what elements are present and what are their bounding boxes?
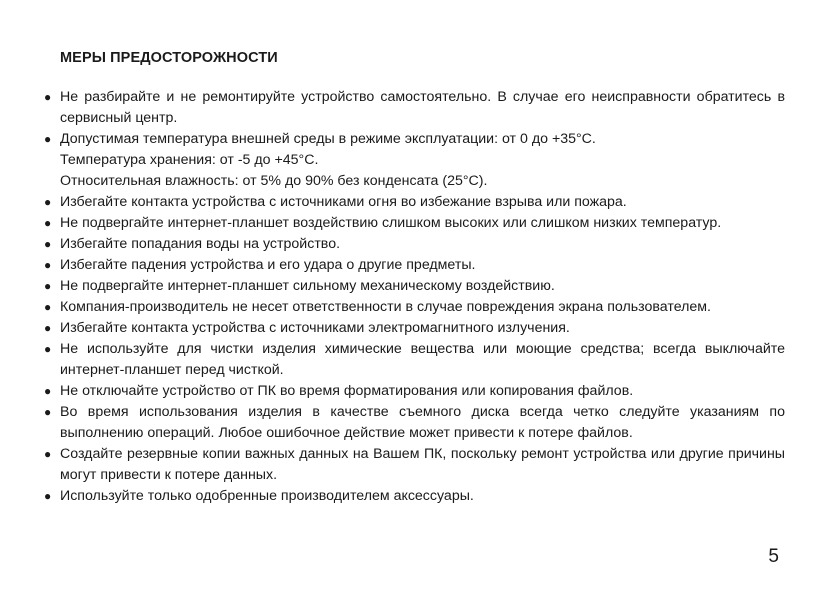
- list-item-text: Избегайте контакта устройства с источниками электромагнитного излучения.: [60, 320, 570, 336]
- list-item-text: Избегайте падения устройства и его удара о другие предметы.: [60, 257, 476, 273]
- list-item: [44, 402, 785, 444]
- list-item-text: Не подвергайте интернет-планшет сильному механическому воздействию.: [60, 278, 555, 294]
- list-item-text: Избегайте контакта устройства с источниками огня во избежание взрыва или пожара.: [60, 194, 627, 210]
- bullet-icon: ●: [44, 300, 52, 314]
- bullet-icon: ●: [44, 405, 52, 419]
- bullet-icon: ●: [44, 342, 52, 356]
- bullet-icon: ●: [44, 237, 52, 251]
- list-item: [44, 234, 785, 255]
- bullet-icon: ●: [44, 447, 52, 461]
- bullet-icon: ●: [44, 258, 52, 272]
- list-item: [44, 444, 785, 486]
- bullet-icon: ●: [44, 489, 52, 503]
- bullet-icon: ●: [44, 216, 52, 230]
- list-item: [44, 486, 785, 507]
- bullet-icon: ●: [44, 384, 52, 398]
- list-item-text: Не подвергайте интернет-планшет воздействию слишком высоких или слишком низких температур.: [60, 215, 722, 231]
- bullet-icon: ●: [44, 321, 52, 335]
- list-item-text: Не отключайте устройство от ПК во время форматирования или копирования файлов.: [60, 383, 634, 399]
- list-item-text: Создайте резервные копии важных данных на Вашем ПК, поскольку ремонт устройства или другие причины могут привести к потере данных.: [60, 446, 785, 483]
- list-item: [44, 276, 785, 297]
- list-item: [44, 297, 785, 318]
- page-heading: МЕРЫ ПРЕДОСТОРОЖНОСТИ: [60, 50, 278, 66]
- list-item: [44, 255, 785, 276]
- list-item: [44, 381, 785, 402]
- list-item-text: Не разбирайте и не ремонтируйте устройство самостоятельно. В случае его неисправности обратитесь в сервисный центр.: [60, 89, 785, 126]
- humidity-text: Относительная влажность: от 5% до 90% без конденсата (25°C).: [60, 173, 488, 189]
- list-item-text: Во время использования изделия в качестве съемного диска всегда четко следуйте указаниям по выполнению операций. Любое ошибочное действие может привести к потере файлов.: [60, 404, 785, 441]
- list-item: [44, 339, 785, 381]
- list-item-text: Не используйте для чистки изделия химические вещества или моющие средства; всегда выключайте интернет-планшет перед чисткой.: [60, 341, 785, 378]
- list-item: [44, 129, 785, 192]
- bullet-icon: ●: [44, 132, 52, 146]
- storage-temperature-text: Температура хранения: от -5 до +45°C.: [60, 152, 319, 168]
- bullet-icon: ●: [44, 195, 52, 209]
- list-item: [44, 87, 785, 129]
- bullet-icon: ●: [44, 279, 52, 293]
- list-item: [44, 192, 785, 213]
- list-item: [44, 213, 785, 234]
- list-item: [44, 318, 785, 339]
- precautions-list: [44, 87, 785, 507]
- list-item-text: Используйте только одобренные производителем аксессуары.: [60, 488, 474, 504]
- list-item-text: Избегайте попадания воды на устройство.: [60, 236, 341, 252]
- page-number: 5: [768, 546, 779, 567]
- list-item-text: Компания-производитель не несет ответственности в случае повреждения экрана пользователем.: [60, 299, 711, 315]
- bullet-icon: ●: [44, 90, 52, 104]
- list-item-text: Допустимая температура внешней среды в режиме эксплуатации: от 0 до +35°C.: [60, 131, 596, 147]
